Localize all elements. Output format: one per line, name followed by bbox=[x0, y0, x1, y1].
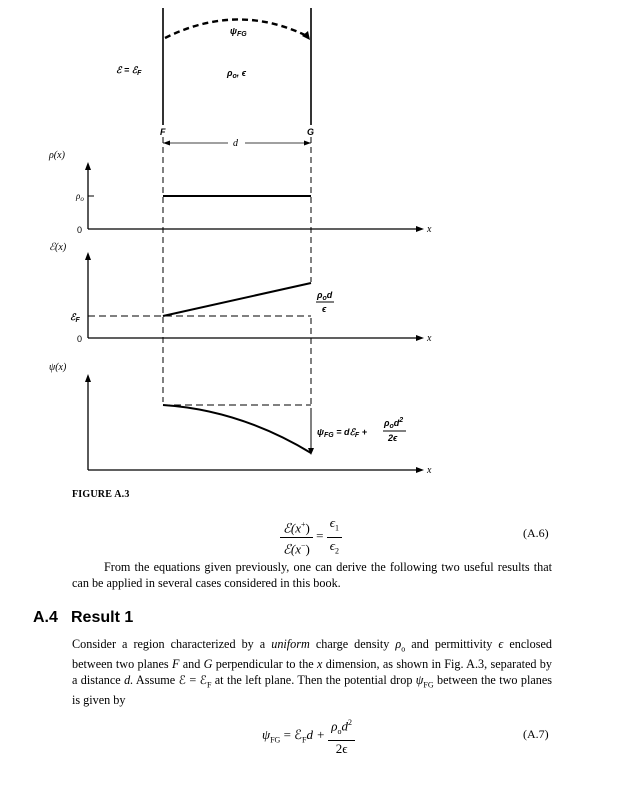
field-level-label: ℰ$_F$ bbox=[70, 312, 80, 324]
psi-fg-arrowhead bbox=[302, 31, 310, 40]
rho-zero-label: 0 bbox=[77, 225, 83, 235]
eq-a6-lhs-fraction: $\frac{ℰ(x^+)}{ℰ(x^-)}$ bbox=[280, 518, 313, 556]
field-y-arrowhead bbox=[85, 252, 91, 260]
field-x-label: x bbox=[427, 333, 432, 344]
field-zero-label: 0 bbox=[77, 334, 83, 344]
psi-drop-numerator: $\rho_od^2$ bbox=[384, 417, 404, 430]
psi-x-arrowhead bbox=[416, 467, 424, 473]
field-x-arrowhead bbox=[416, 335, 424, 341]
rho-level-label: $\rho_o$ bbox=[76, 191, 84, 203]
field-slope-denominator: ϵ bbox=[322, 304, 327, 314]
psi-x-label: x bbox=[427, 465, 432, 476]
field-slope-numerator: $\rho_od$ bbox=[317, 290, 333, 302]
equation-a7-number: (A.7) bbox=[523, 727, 549, 741]
rho-axis-label: ρ(x) bbox=[49, 150, 65, 161]
plane-f-label: F bbox=[160, 127, 166, 137]
psi-y-arrowhead bbox=[85, 374, 91, 382]
dimension-arrow-right bbox=[304, 141, 311, 146]
paragraph-result-1: Consider a region characterized by a uniform charge density $\rho_o$ and permittivity ϵ enclosed between two planes F and G perpendicular to the x dimension, as shown in Fig. A.3, separated by a distance d. Assume ℰ = ℰ$_F$ at the left plane. Then the potential drop $\psi_{FG}$ between the two planes is given by bbox=[72, 637, 553, 707]
dimension-arrow-left bbox=[163, 141, 170, 146]
psi-fg-label: $\psi_{FG}$ bbox=[230, 26, 247, 38]
dimension-d-label: d bbox=[233, 138, 238, 149]
field-ramp-line bbox=[163, 283, 311, 316]
plane-g-label: G bbox=[307, 127, 315, 137]
rho-eps-label: $\rho_o$, ϵ bbox=[227, 68, 247, 80]
psi-drop-formula: $\psi_{FG}$ = dℰ$_F$ + bbox=[317, 427, 367, 439]
rho-y-arrowhead bbox=[85, 162, 91, 170]
eq-a6-rhs-fraction: $\frac{\epsilon_1}{\epsilon_2}$ bbox=[327, 516, 342, 558]
equation-a6: $\frac{ℰ(x^+)}{ℰ(x^-)}$ = $\frac{\epsilon_1}{\epsilon_2}$ bbox=[280, 516, 342, 558]
psi-axis-label: ψ(x) bbox=[49, 362, 67, 373]
figure-caption: FIGURE A.3 bbox=[72, 489, 130, 500]
section-heading bbox=[33, 609, 133, 627]
section-title: Result 1 bbox=[71, 609, 134, 626]
psi-curve bbox=[163, 405, 311, 453]
eq-a7-fraction: $\frac{\rho_od^2}{2\epsilon}$ bbox=[328, 716, 355, 756]
field-equals-label: ℰ = ℰ$_F$ bbox=[116, 65, 142, 77]
field-axis-label: ℰ(x) bbox=[49, 242, 67, 253]
psi-drop-denominator: 2ϵ bbox=[388, 433, 398, 443]
paragraph-results-intro: From the equations given previously, one can derive the following two useful results that can be applied in several cases considered in this book. bbox=[72, 560, 552, 590]
equation-a6-number: (A.6) bbox=[523, 526, 549, 540]
section-number: A.4 bbox=[33, 609, 58, 626]
equation-a7: $\psi_{FG}$ = ℰ$_F$d + $\frac{\rho_od^2}{2\epsilon}$ bbox=[262, 716, 355, 756]
rho-x-label: x bbox=[427, 224, 432, 235]
rho-x-arrowhead bbox=[416, 226, 424, 232]
